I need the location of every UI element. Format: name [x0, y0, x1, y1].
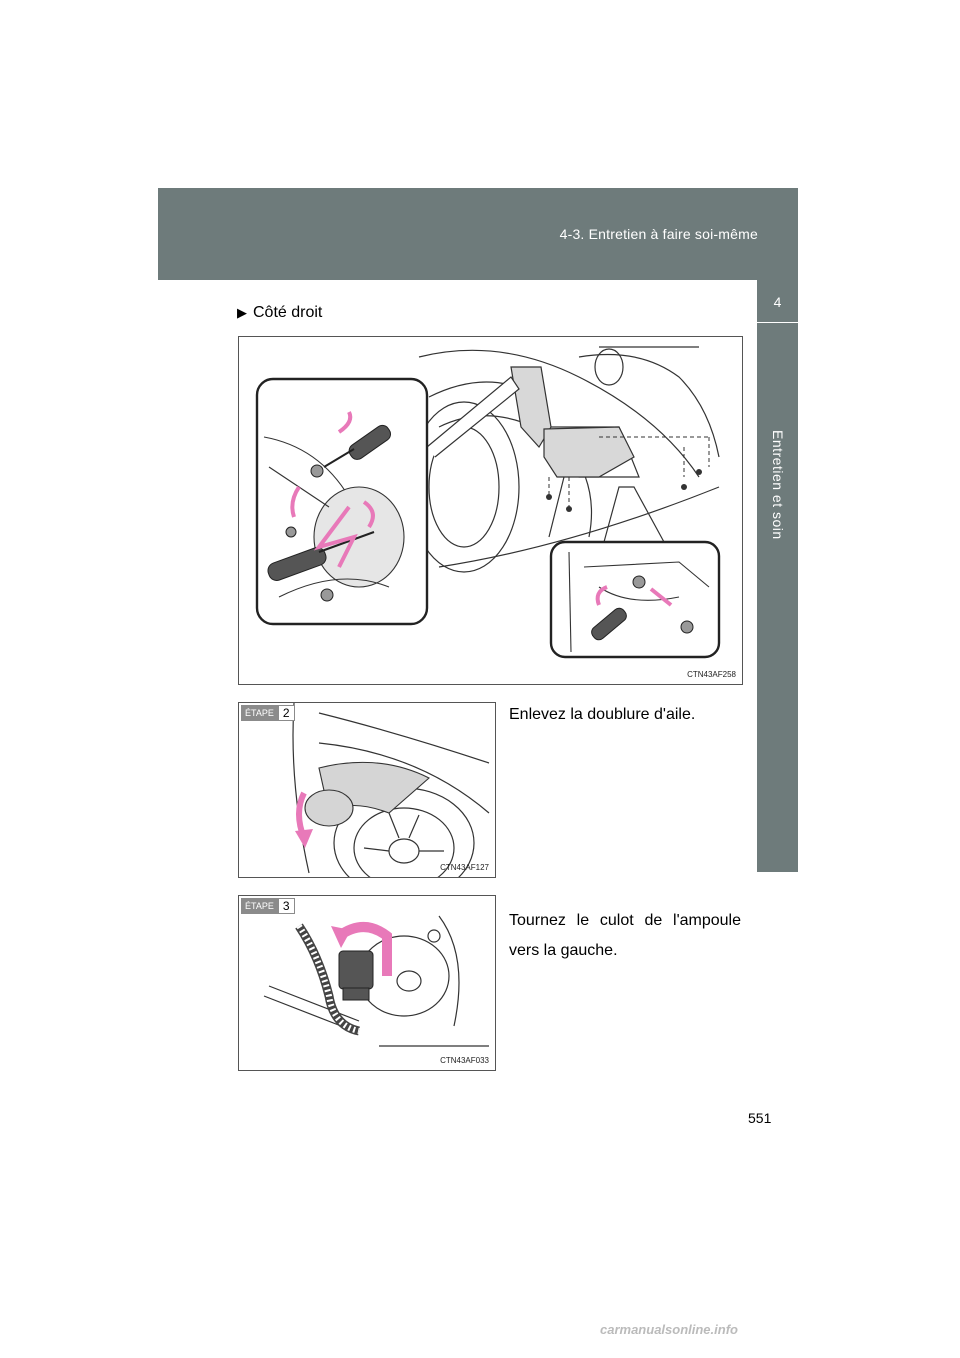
illustration-step-2 [238, 702, 496, 878]
side-tab-divider [757, 322, 798, 323]
chapter-side-label: Entretien et soin [770, 430, 786, 540]
figure-code: CTN43AF127 [440, 863, 489, 872]
figure-code: CTN43AF033 [440, 1056, 489, 1065]
chapter-header [158, 188, 798, 280]
step-badge [241, 705, 295, 721]
triangle-bullet-icon: ▶ [237, 305, 247, 320]
section-heading [237, 304, 322, 322]
step-number: 3 [278, 898, 295, 914]
step-2-text: Enlevez la doublure d'aile. [509, 706, 696, 723]
step-badge [241, 898, 295, 914]
chapter-title: 4-3. Entretien à faire soi-même [559, 226, 758, 242]
chapter-side-tab [757, 280, 798, 872]
illustration-step-3 [238, 895, 496, 1071]
chapter-number: 4 [773, 294, 782, 310]
wheel-arch-drawing [239, 703, 495, 877]
bulb-socket-drawing [239, 896, 495, 1070]
figure-code: CTN43AF258 [687, 670, 736, 679]
fender-liner-drawing [239, 337, 742, 684]
illustration-fender-liner-removal [238, 336, 743, 685]
step-3-text: Tournez le culot de l'ampoule vers la gauche. [509, 912, 741, 959]
step-word: ÉTAPE [241, 898, 278, 914]
step-number: 2 [278, 705, 295, 721]
watermark: carmanualsonline.info [600, 1322, 738, 1337]
page-number: 551 [748, 1110, 772, 1126]
section-heading-text: Côté droit [253, 304, 323, 321]
step-word: ÉTAPE [241, 705, 278, 721]
